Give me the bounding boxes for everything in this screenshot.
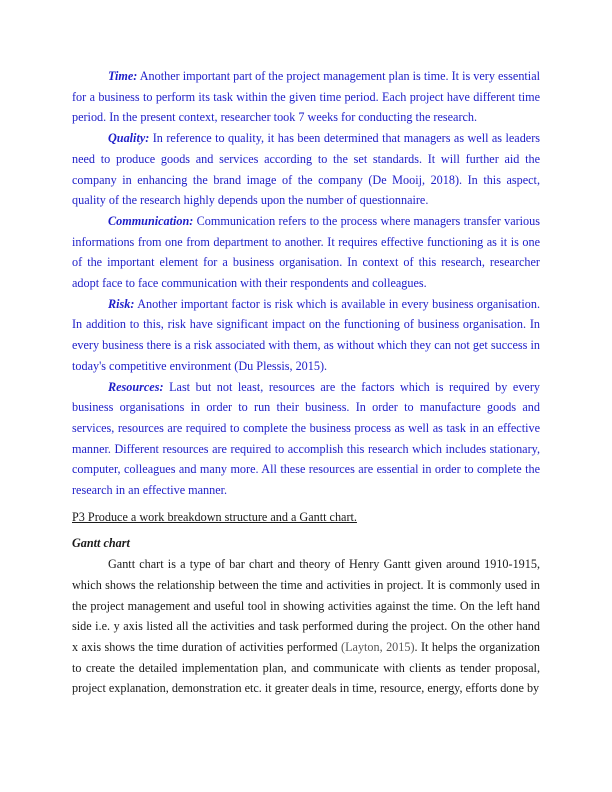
time-text: Another important part of the project management plan is time. It is very essential for a business to perform its task within the given time period. Each project have different time period. In the present context, researcher took 7 weeks for conducting the research. [72, 69, 540, 125]
quality-paragraph [72, 128, 540, 211]
communication-text: Communication refers to the process where managers transfer various informations from one from department to another. It requires effective functioning as it is one of the important element for a business organisation. In context of this research, researcher adopt face to face communication with their respondents and colleagues. [72, 213, 540, 291]
gantt-citation: (Layton, 2015) [341, 639, 415, 654]
resources-term: Resources: [108, 379, 164, 394]
document-page [72, 66, 540, 699]
quality-term: Quality: [108, 131, 150, 146]
risk-term: Risk: [108, 296, 135, 311]
resources-paragraph [72, 377, 540, 501]
gantt-text-after-cite: . It helps the organization to create the detailed implementation plan, and communicate with clients as tender proposal, project explanation, demonstration etc. it greater deals in time, resource, energy, efforts done by [72, 639, 540, 696]
project-plan-elements [72, 66, 540, 501]
time-term: Time: [108, 69, 138, 83]
gantt-subheading: Gantt chart [72, 536, 130, 551]
risk-text: Another important factor is risk which is available in every business organisation. In addition to this, risk have significant impact on the functioning of business organisation. In every business there is a risk associated with them, as without which they can not get success in today's competitive environment (Du Plessis, 2015). [72, 296, 540, 373]
communication-term: Communication: [108, 213, 194, 228]
resources-text: Last but not least, resources are the factors which is required by every business organisations in order to run their business. In order to manufacture goods and services, resources are required to complete the business process as well as task in an effective manner. Different resources are required to accomplish this research which includes stationary, computer, colleagues and many more. All these resources are essential in order to complete the research in an effective manner. [72, 379, 540, 498]
communication-paragraph [72, 211, 540, 294]
gantt-text-before-cite: Gantt chart is a type of bar chart and theory of Henry Gantt given around 1910-1915, which shows the relationship between the time and activities in project. It is commonly used in the project management and useful tool in showing activities against the time. On the left hand side i.e. y axis listed all the activities and task performed during the project. On the other hand x axis shows the time duration of activities performed [72, 557, 540, 654]
gantt-paragraph [72, 554, 540, 699]
quality-text: In reference to quality, it has been determined that managers as well as leaders need to produce goods and services according to the set standards. It will further aid the company in enhancing the brand image of the company (De Mooij, 2018). In this aspect, quality of the research highly depends upon the number of questionnaire. [72, 131, 540, 208]
section-heading: P3 Produce a work breakdown structure and a Gantt chart. [72, 509, 357, 524]
risk-paragraph [72, 294, 540, 377]
time-paragraph [72, 66, 540, 128]
